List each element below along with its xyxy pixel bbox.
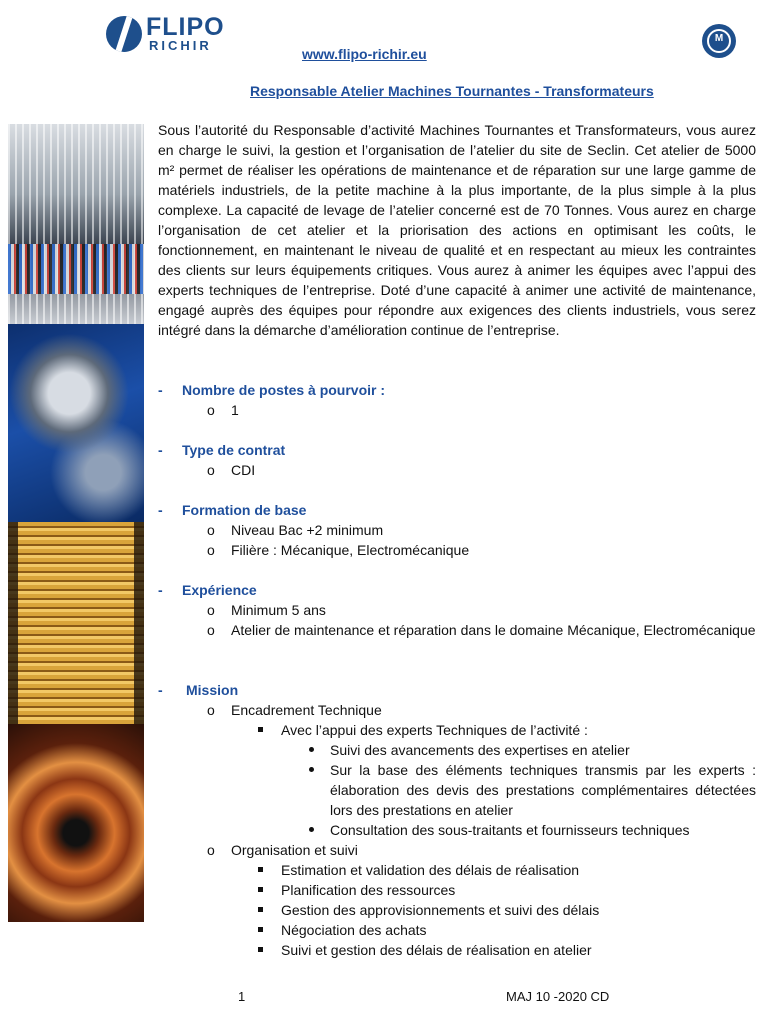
logo-text-flipo: FLIPO — [146, 13, 225, 41]
certification-badge-icon — [702, 24, 736, 58]
experience-item: Minimum 5 ans — [231, 602, 326, 618]
bullet-circle: o — [207, 622, 215, 638]
formation-item: Niveau Bac +2 minimum — [231, 522, 384, 538]
revision-note: MAJ 10 -2020 CD — [506, 989, 610, 1004]
engine-gearbox-photo — [8, 324, 144, 522]
transformer-coils-photo — [8, 522, 144, 724]
mission-encadrement-label: Encadrement Technique — [231, 702, 382, 718]
contrat-value: CDI — [231, 462, 256, 478]
experience-item: Atelier de maintenance et réparation dans le domaine Mécanique, Electromécanique — [231, 622, 756, 638]
mission-point: Suivi des avancements des expertises en atelier — [330, 742, 630, 758]
intro-paragraph: Sous l’autorité du Responsable d’activité Machines Tournantes et Transformateurs, vous aurez en charge le suivi, la gestion et l’organisation de l’atelier du site de Seclin. Cet atelier de 5000 m² permet de réaliser les opérations de maintenance et de réparation sur une large gamme de matériels industriels, de la petite machine à la plus importante, de la plus simple à la plus complexe. La capacité de levage de l’atelier concerné est de 70 Tonnes. Vous aurez en charge l’organisation de cet atelier et la priorisation des actions en optimisant les coûts, le fonctionnement, en maintenant le niveau de qualité et en respectant au mieux les contraintes des clients sur leurs équipements critiques. Vous aurez à animer les équipes avec l’appui des experts techniques de l’entreprise. Doté d’une capacité à animer une activité de maintenance, engagé auprès des équipes pour répondre aux exigences des clients industriels, vous serez intégré dans la démarche d’amélioration continue de l’entreprise. — [158, 122, 756, 338]
section-heading-contrat: Type de contrat — [182, 442, 286, 458]
organisation-point: Gestion des approvisionnements et suivi des délais — [281, 902, 600, 918]
section-dash: - — [158, 582, 163, 598]
electrical-cabinet-photo — [8, 124, 144, 324]
postes-value: 1 — [231, 402, 239, 418]
section-heading-mission: Mission — [186, 682, 239, 698]
organisation-point: Négociation des achats — [281, 922, 427, 938]
job-title: Responsable Atelier Machines Tournantes - Transformateurs — [250, 83, 654, 99]
organisation-point: Estimation et validation des délais de réalisation — [281, 862, 580, 878]
section-heading-formation: Formation de base — [182, 502, 307, 518]
bullet-square — [258, 947, 263, 952]
section-dash: - — [158, 682, 163, 698]
section-dash: - — [158, 442, 163, 458]
bullet-circle: o — [207, 602, 215, 618]
page-number: 1 — [238, 989, 246, 1004]
bullet-square — [258, 867, 263, 872]
bullet-dot — [309, 827, 314, 832]
company-logo — [106, 13, 236, 53]
photo-strip — [8, 124, 144, 922]
bullet-dot — [309, 747, 314, 752]
mission-point: Consultation des sous-traitants et fournisseurs techniques — [330, 822, 690, 838]
bullet-square — [258, 927, 263, 932]
bullet-circle: o — [207, 462, 215, 478]
bullet-square — [258, 907, 263, 912]
organisation-point: Planification des ressources — [281, 882, 456, 898]
organisation-point: Suivi et gestion des délais de réalisation en atelier — [281, 942, 592, 958]
motor-stator-photo — [8, 724, 144, 922]
bullet-circle: o — [207, 522, 215, 538]
mission-point: Sur la base des éléments techniques transmis par les experts : élaboration des devis des prestations complémentaires détectées lors des prestations en atelier — [330, 762, 756, 818]
badge-letter: M — [714, 33, 724, 44]
bullet-circle: o — [207, 842, 215, 858]
bullet-circle: o — [207, 402, 215, 418]
website-link[interactable]: www.flipo-richir.eu — [302, 46, 427, 62]
section-heading-experience: Expérience — [182, 582, 257, 598]
bullet-square — [258, 887, 263, 892]
mission-encadrement-sub: Avec l’appui des experts Techniques de l’activité : — [281, 722, 588, 738]
mission-organisation-label: Organisation et suivi — [231, 842, 358, 858]
bullet-circle: o — [207, 702, 215, 718]
section-dash: - — [158, 502, 163, 518]
bullet-dot — [309, 767, 314, 772]
formation-item: Filière : Mécanique, Electromécanique — [231, 542, 470, 558]
logo-mark-icon — [106, 16, 142, 52]
bullet-circle: o — [207, 542, 215, 558]
section-heading-postes: Nombre de postes à pourvoir : — [182, 382, 386, 398]
section-dash: - — [158, 382, 163, 398]
logo-text-richir: RICHIR — [149, 38, 212, 53]
bullet-square — [258, 727, 263, 732]
